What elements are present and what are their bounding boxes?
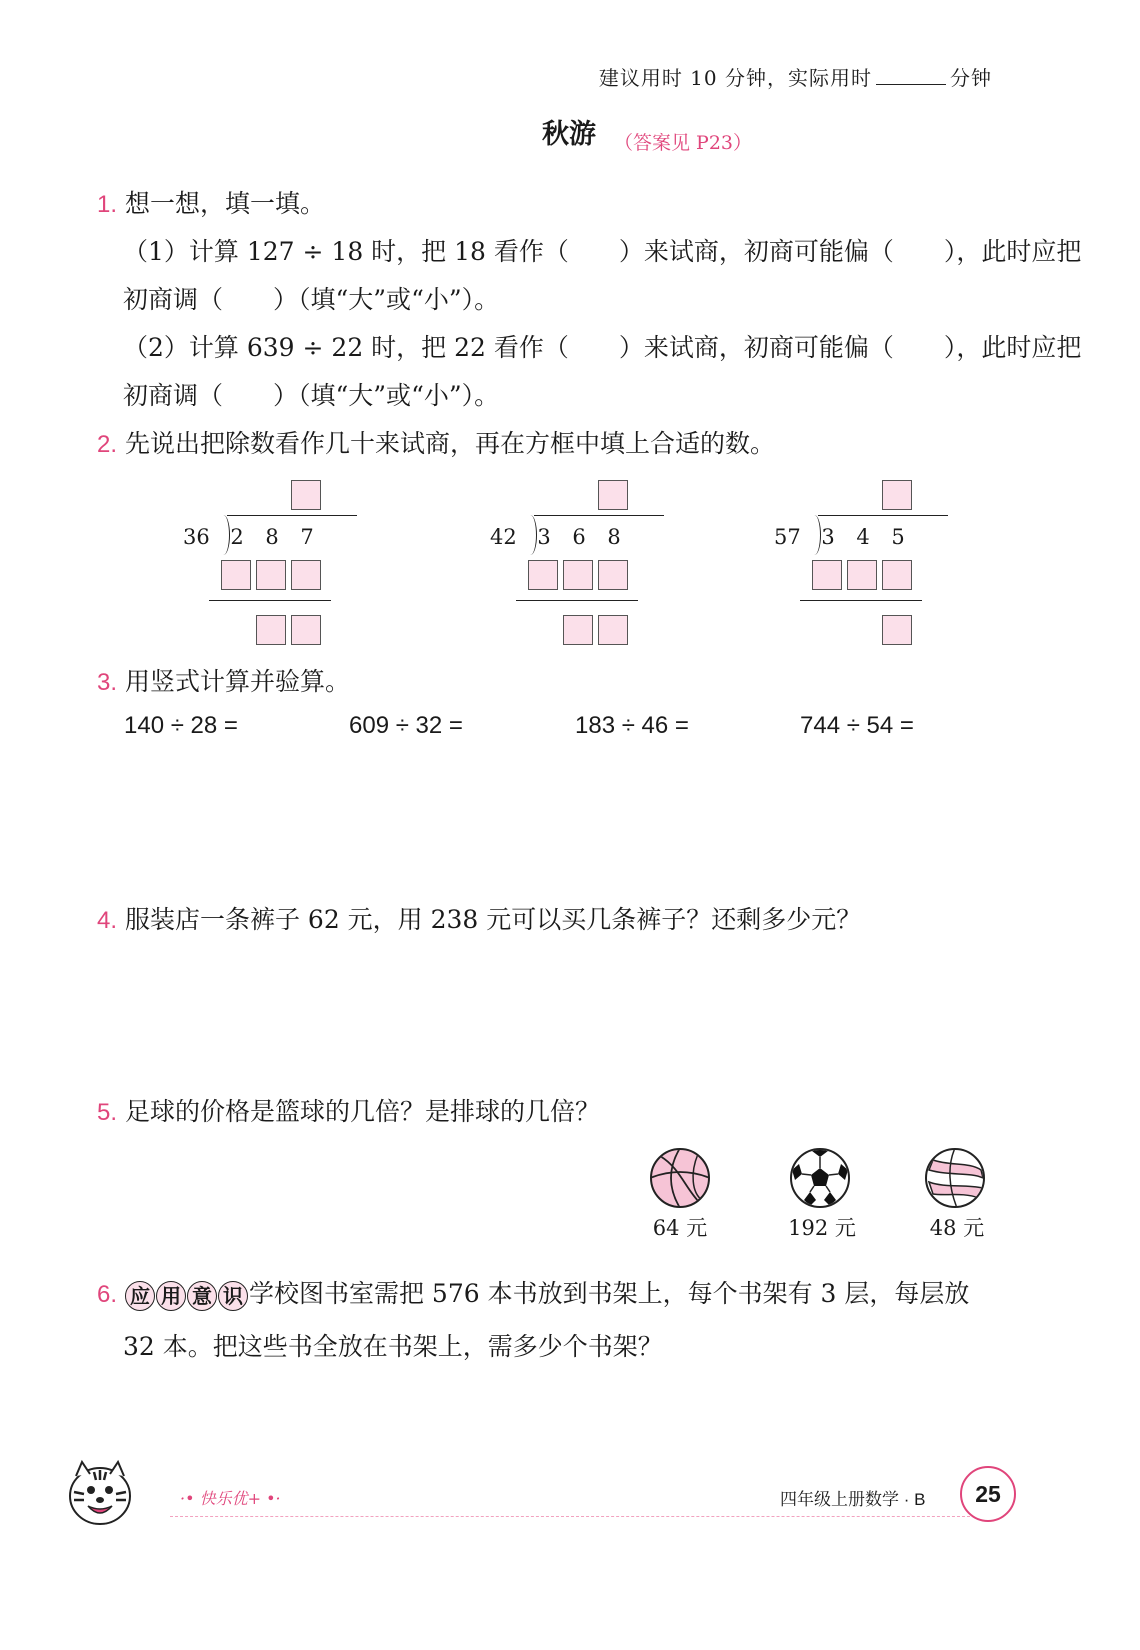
- tiger-mascot-icon: [60, 1452, 140, 1536]
- long-division-1: [183, 475, 383, 655]
- question-1: [97, 187, 325, 222]
- question-text: 足球的价格是篮球的几倍？是排球的几倍？: [124, 1097, 600, 1126]
- q1-part2-line2: 初商调（ ）（填“大”或“小”）。: [123, 381, 500, 410]
- volleyball-icon: [925, 1148, 985, 1208]
- time-hint: [599, 62, 992, 91]
- page-title: 秋游: [542, 119, 596, 150]
- badge-char: 用: [156, 1281, 186, 1311]
- q1-part1-line1: （1）计算 127 ÷ 18 时，把 18 看作（ ）来试商，初商可能偏（ ），此时应把: [123, 237, 1082, 266]
- product-box[interactable]: [598, 560, 628, 590]
- calc-expression: 744 ÷ 54 =: [800, 712, 914, 739]
- quotient-box[interactable]: [882, 480, 912, 510]
- footer-slogan: ·• 快乐优+ •·: [180, 1489, 281, 1508]
- calc-expression: 140 ÷ 28 =: [124, 712, 238, 739]
- divisor: 57: [774, 525, 801, 549]
- product-box[interactable]: [221, 560, 251, 590]
- book-title: 四年级上册数学 · B: [780, 1490, 926, 1509]
- question-number: 1.: [97, 191, 118, 218]
- product-box[interactable]: [528, 560, 558, 590]
- q1-part1-line2: 初商调（ ）（填“大”或“小”）。: [123, 285, 500, 314]
- q1-part2-line1: （2）计算 639 ÷ 22 时，把 22 看作（ ）来试商，初商可能偏（ ），此时应把: [123, 333, 1082, 362]
- subtraction-line: [209, 600, 331, 601]
- badge-char: 应: [125, 1281, 155, 1311]
- product-box[interactable]: [812, 560, 842, 590]
- question-4: [97, 903, 861, 938]
- question-number: 2.: [97, 431, 118, 458]
- division-bar: [534, 515, 664, 516]
- subtraction-line: [800, 600, 922, 601]
- calc-expression: 609 ÷ 32 =: [349, 712, 463, 739]
- soccer-ball-price: 192 元: [788, 1216, 856, 1240]
- q6-line2: 32 本。把这些书全放在书架上，需多少个书架？: [123, 1332, 663, 1361]
- basketball-icon: [650, 1148, 710, 1208]
- remainder-box[interactable]: [598, 615, 628, 645]
- question-text: 用竖式计算并验算。: [124, 667, 350, 696]
- actual-time-blank[interactable]: [876, 66, 946, 85]
- divisor: 36: [183, 525, 210, 549]
- product-box[interactable]: [847, 560, 877, 590]
- badge-char: 意: [187, 1281, 217, 1311]
- question-3: [97, 665, 350, 700]
- dividend-digit: 7: [300, 525, 314, 549]
- question-text: 学校图书室需把 576 本书放到书架上，每个书架有 3 层，每层放: [248, 1279, 970, 1308]
- quotient-box[interactable]: [598, 480, 628, 510]
- question-number: 4.: [97, 907, 118, 934]
- dividend-digit: 4: [856, 525, 870, 549]
- question-6: [97, 1277, 969, 1312]
- basketball-price: 64 元: [652, 1216, 708, 1240]
- question-number: 6.: [97, 1281, 118, 1308]
- product-box[interactable]: [563, 560, 593, 590]
- long-division-3: [774, 475, 974, 655]
- product-box[interactable]: [256, 560, 286, 590]
- remainder-box[interactable]: [563, 615, 593, 645]
- dividend-digit: 5: [891, 525, 905, 549]
- remainder-box[interactable]: [256, 615, 286, 645]
- badge-char: 识: [218, 1281, 248, 1311]
- question-number: 5.: [97, 1099, 118, 1126]
- dividend-digit: 8: [607, 525, 621, 549]
- question-text: 服装店一条裤子 62 元，用 238 元可以买几条裤子？还剩多少元？: [124, 905, 862, 934]
- page-number: 25: [960, 1466, 1016, 1522]
- time-hint-unit: 分钟: [950, 66, 992, 90]
- dividend-digit: 2: [230, 525, 244, 549]
- application-awareness-badge: [125, 1279, 249, 1308]
- product-box[interactable]: [291, 560, 321, 590]
- calc-expression: 183 ÷ 46 =: [575, 712, 689, 739]
- remainder-box[interactable]: [882, 615, 912, 645]
- question-text: 想一想，填一填。: [124, 189, 325, 218]
- question-2: [97, 427, 775, 462]
- quotient-box[interactable]: [291, 480, 321, 510]
- remainder-box[interactable]: [291, 615, 321, 645]
- divisor: 42: [490, 525, 517, 549]
- division-bar: [818, 515, 948, 516]
- dividend-digit: 8: [265, 525, 279, 549]
- question-number: 3.: [97, 669, 118, 696]
- footer-divider: [170, 1516, 970, 1517]
- division-bar: [227, 515, 357, 516]
- dividend-digit: 6: [572, 525, 586, 549]
- question-text: 先说出把除数看作几十来试商，再在方框中填上合适的数。: [124, 429, 775, 458]
- answer-reference: （答案见 P23）: [614, 132, 753, 154]
- long-division-2: [490, 475, 690, 655]
- time-hint-text: 建议用时 10 分钟，实际用时: [598, 66, 872, 90]
- volleyball-price: 48 元: [929, 1216, 985, 1240]
- product-box[interactable]: [882, 560, 912, 590]
- dividend-digit: 3: [821, 525, 835, 549]
- dividend-digit: 3: [537, 525, 551, 549]
- subtraction-line: [516, 600, 638, 601]
- soccer-ball-icon: [790, 1148, 850, 1208]
- question-5: [97, 1095, 600, 1130]
